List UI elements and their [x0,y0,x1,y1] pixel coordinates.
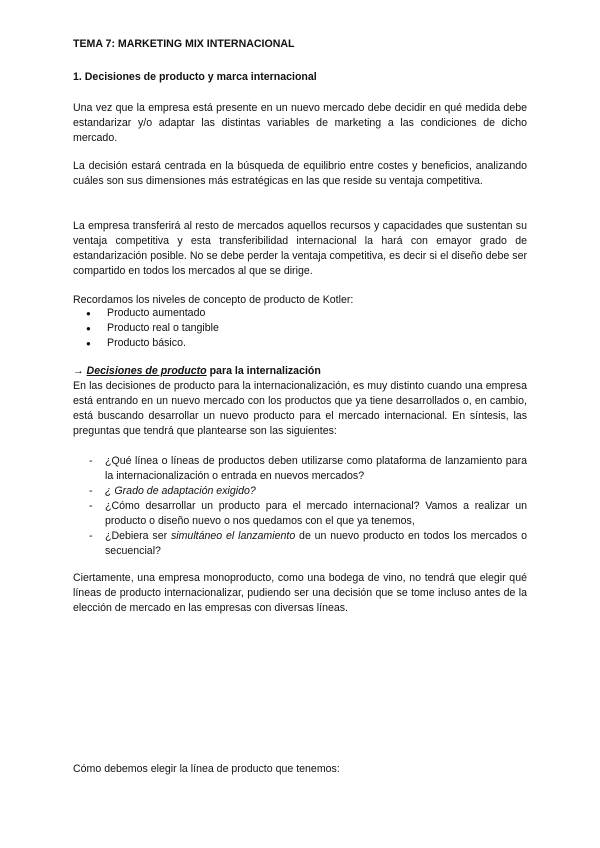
paragraph-monoproduct: Ciertamente, una empresa monoproducto, como una bodega de vino, no tendrá que elegir qué líneas de producto internacionalizar, pudiendo ser una decisión que se tome incluso antes de la elección de mercado en las empresas con diversas líneas. [73,572,527,614]
questions-list [73,454,527,559]
document-title: TEMA 7: MARKETING MIX INTERNACIONAL [73,38,295,50]
kotler-levels-list [73,306,219,351]
list-item: ● Producto real o tangible [73,321,219,336]
list-item: - ¿Debiera ser simultáneo el lanzamiento de un nuevo producto en todos los mercados o secuencial? [89,530,527,557]
list-item: ● Producto aumentado [73,306,219,321]
subheading-rest: para la internalización [206,365,321,377]
list-item: - ¿ Grado de adaptación exigido? [89,485,256,497]
paragraph-transfer: La empresa transferirá al resto de mercados aquellos recursos y capacidades que sustentan su ventaja competitiva y esta transferibilidad internacional la hará con emayor grado de estandarización posible. No se debe perder la ventaja competitiva, es decir si el diseño debe ser compartido en todos los mercados al que se dirige. [73,220,527,277]
list-item: - ¿Qué línea o líneas de productos deben utilizarse como plataforma de lanzamiento para la internacionalización o entrada en nuevos mercados? [89,455,527,482]
list-item: ● Producto básico. [73,336,219,351]
paragraph-choose-line: Cómo debemos elegir la línea de producto que tenemos: [73,763,340,775]
paragraph-equilibrium: La decisión estará centrada en la búsqueda de equilibrio entre costes y beneficios, analizando cuáles son sus dimensiones más estratégicas en las que reside su ventaja competitiva. [73,160,527,187]
paragraph-standardize: Una vez que la empresa está presente en un nuevo mercado debe decidir en qué medida debe estandarizar y/o adaptar las distintas variables de marketing a las condiciones de dicho mercado. [73,102,527,144]
arrow-icon: → [73,365,84,377]
section-heading: 1. Decisiones de producto y marca internacional [73,71,317,83]
subheading-emphasis: Decisiones de producto [86,365,207,377]
subheading-product-decisions [73,364,527,379]
paragraph-internationalization: En las decisiones de producto para la internacionalización, es muy distinto cuando una empresa está entrando en un nuevo mercado con los productos que ya tiene desarrollados o, en cambio, está buscando desarrollar un nuevo producto para el mercado internacional. En síntesis, las preguntas que tendrá que plantearse son las siguientes: [73,380,527,437]
kotler-intro: Recordamos los niveles de concepto de producto de Kotler: [73,294,354,306]
list-item: - ¿Cómo desarrollar un producto para el mercado internacional? Vamos a realizar un producto o diseño nuevo o nos quedamos con el que ya tenemos, [89,500,527,527]
